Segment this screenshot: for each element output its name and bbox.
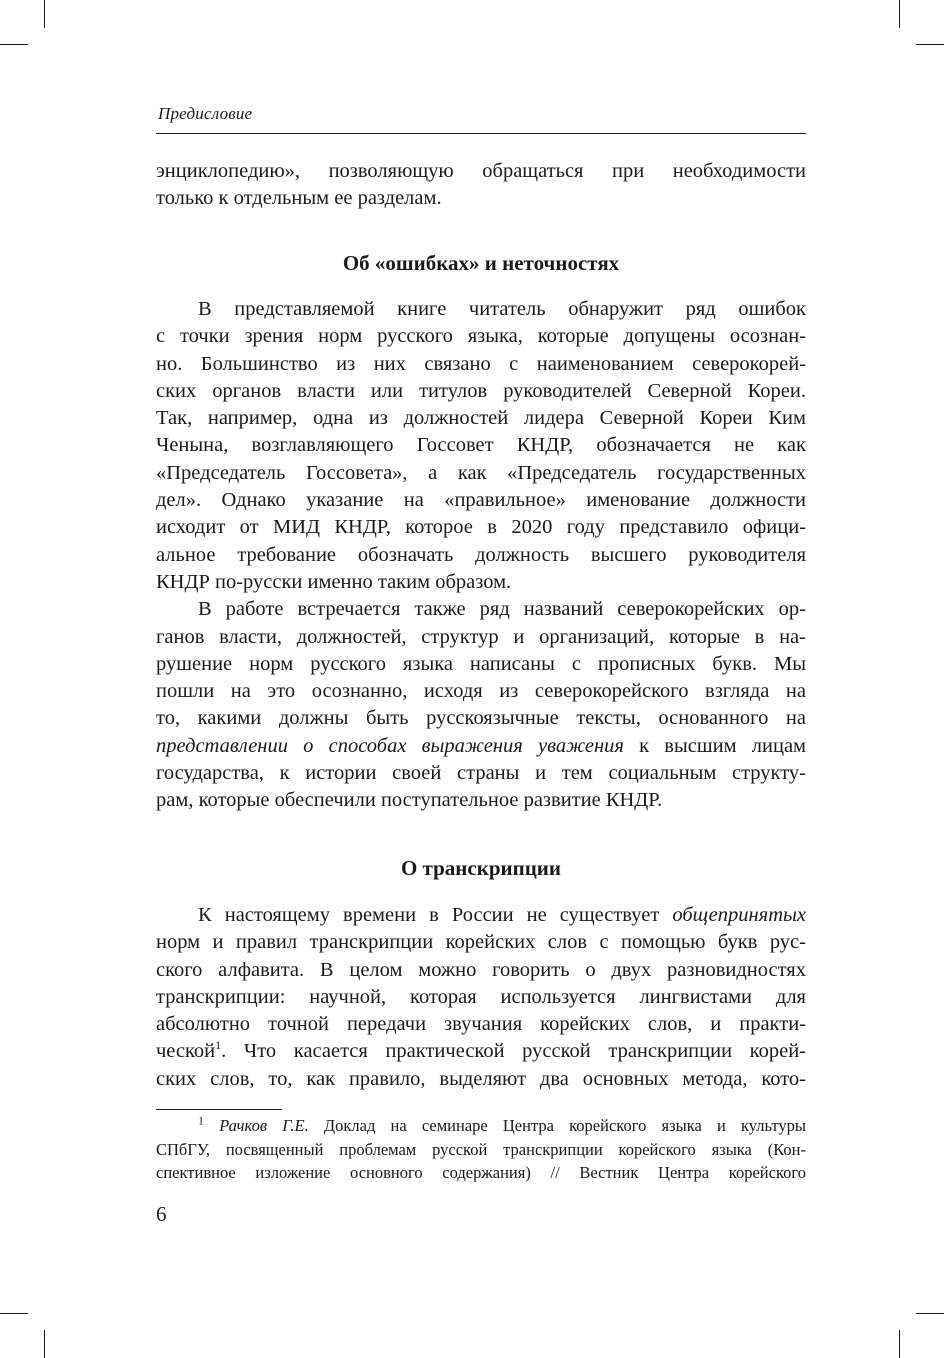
footnote-marker: 1 — [198, 1113, 204, 1128]
footnote-line — [156, 1114, 806, 1138]
text-line: В представляемой книге читатель обнаружит ряд ошибок — [198, 298, 806, 320]
running-head: Предисловие — [158, 104, 253, 123]
intro-paragraph — [156, 158, 806, 213]
text-line: но. Большинство из них связано с наименованием северокорей- — [156, 352, 806, 375]
footnote-author: Рачков Г.Е. — [219, 1116, 309, 1135]
errors-paragraph-1 — [156, 296, 806, 815]
page-number: 6 — [156, 1202, 167, 1226]
text-fragment: Доклад на семинаре Центра корейского языка и культуры — [308, 1116, 806, 1135]
section-heading-errors: Об «ошибках» и неточностях — [342, 251, 620, 275]
text-fragment: ческой — [156, 1040, 216, 1063]
crop-mark-bottom-right-v — [899, 1330, 900, 1358]
text-line: пошли на это осознанно, исходя из северокорейского взгляда на — [156, 680, 806, 703]
text-line: «Председатель Госсовета», а как «Председатель государственных — [156, 461, 806, 484]
italic-emphasis: представлении о способах выражения уважения — [156, 734, 624, 757]
text-line: В работе встречается также ряд названий северокорейских ор- — [198, 598, 806, 621]
footnote-reference[interactable]: 1 — [215, 1038, 222, 1053]
text-fragment: . Что касается практической русской транскрипции корей- — [221, 1040, 806, 1063]
footnote-line: СПбГУ, посвященный проблемам русской транскрипции корейского языка (Кон- — [156, 1139, 806, 1159]
text-line: энциклопедию», позволяющую обращаться при необходимости — [156, 160, 806, 182]
text-line — [156, 1038, 806, 1065]
text-line: государства, к истории своей страны и тем социальным структу- — [156, 762, 806, 785]
header-rule — [156, 133, 806, 134]
text-line: КНДР по-русски именно таким образом. — [156, 570, 512, 593]
italic-emphasis: общепринятых — [672, 904, 806, 926]
text-fragment: К настоящему времени в России не существует — [198, 904, 673, 926]
text-line: рам, которые обеспечили поступательное развитие КНДР. — [156, 789, 663, 812]
text-fragment: к высшим лицам — [623, 734, 807, 757]
text-line: только к отдельным ее разделам. — [156, 187, 442, 210]
text-line: то, какими должны быть русскоязычные тексты, основанного на — [156, 707, 806, 730]
crop-mark-top-right-h — [916, 44, 944, 45]
text-line — [156, 733, 806, 760]
crop-mark-top-left-v — [44, 0, 45, 28]
crop-mark-bottom-left-v — [44, 1330, 45, 1358]
footnote-rule — [156, 1109, 282, 1110]
text-line: транскрипции: научной, которая используется лингвистами для — [156, 985, 806, 1008]
text-line: ганов власти, должностей, структур и организаций, которые в на- — [156, 625, 806, 648]
text-line: абсолютно точной передачи звучания корейских слов, и практи- — [156, 1013, 806, 1036]
crop-mark-bottom-left-h — [0, 1313, 28, 1314]
text-line: альное требование обозначать должность высшего руководителя — [156, 543, 806, 566]
text-line: ских слов, то, как правило, выделяют два основных метода, кото- — [156, 1067, 806, 1090]
section-heading-transcription: О транскрипции — [400, 856, 562, 880]
text-line: ских органов власти или титулов руководителей Северной Кореи. — [156, 379, 806, 402]
transcription-paragraph — [156, 902, 806, 1093]
text-line: норм и правил транскрипции корейских слов с помощью букв рус- — [156, 931, 806, 954]
crop-mark-top-left-h — [0, 44, 28, 45]
text-line: исходит от МИД КНДР, которое в 2020 году представило офици- — [156, 516, 806, 539]
text-line: Так, например, одна из должностей лидера Северной Кореи Ким — [156, 407, 806, 430]
text-line — [156, 902, 806, 929]
crop-mark-bottom-right-h — [916, 1313, 944, 1314]
text-line: Ченына, возглавляющего Госсовет КНДР, обозначается не как — [156, 434, 806, 457]
footnote-line: спективное изложение основного содержания) // Вестник Центра корейского — [156, 1163, 806, 1182]
footnote — [156, 1114, 806, 1185]
text-line: дел». Однако указание на «правильное» именование должности — [156, 489, 806, 512]
text-line: рушение норм русского языка написаны с прописных букв. Мы — [156, 652, 806, 675]
text-line: с точки зрения норм русского языка, которые допущены осознан- — [156, 325, 806, 348]
text-line: ского алфавита. В целом можно говорить о двух разновидностях — [156, 958, 806, 981]
crop-mark-top-right-v — [899, 0, 900, 28]
